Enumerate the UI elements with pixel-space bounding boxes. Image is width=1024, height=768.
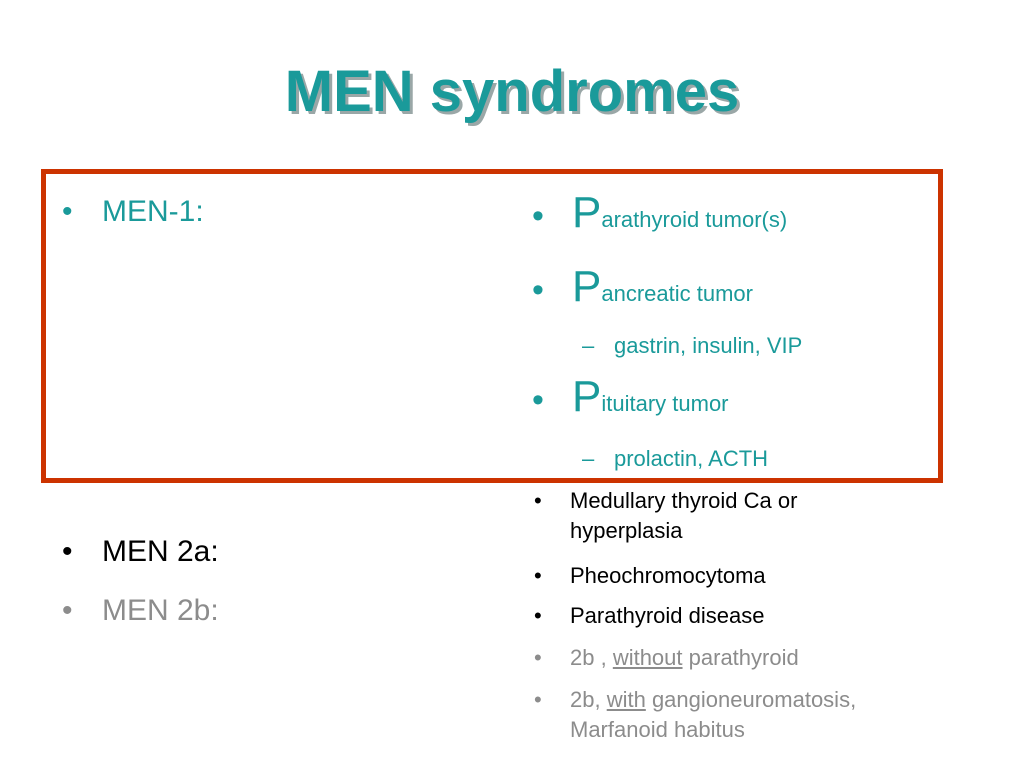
men2-item-medullary <box>534 486 954 546</box>
item-emphasis: with <box>606 687 646 712</box>
men2b-item-with <box>534 685 954 745</box>
bullet: • <box>534 488 542 513</box>
subitem-text: gastrin, insulin, VIP <box>614 333 803 358</box>
dash: – <box>582 333 595 358</box>
men2b-label-text: MEN 2b: <box>102 594 219 627</box>
item-prefix: 2b , <box>570 645 613 670</box>
item-text <box>570 685 950 745</box>
men2-item-parathyroid <box>534 601 954 631</box>
bullet: • <box>534 603 542 628</box>
men2b-item-without <box>534 643 954 673</box>
men2a-label <box>62 535 219 569</box>
item-suffix: parathyroid <box>682 645 799 670</box>
subitem-text: prolactin, ACTH <box>614 446 769 471</box>
slide-title: MEN syndromes <box>284 59 740 124</box>
men2b-label <box>62 594 219 628</box>
dash: – <box>582 446 595 471</box>
bullet: • <box>62 594 73 627</box>
men2-item-pheo <box>534 561 954 591</box>
men1-label-text: MEN-1: <box>102 195 204 228</box>
item-text: Medullary thyroid Ca or hyperplasia <box>570 488 798 543</box>
item-initial: P <box>572 262 602 311</box>
bullet: • <box>62 195 73 228</box>
item-text: ituitary tumor <box>601 391 729 416</box>
bullet: • <box>532 271 544 309</box>
bullet: • <box>534 563 542 588</box>
item-initial: P <box>572 188 602 237</box>
men1-subitem-pituitary <box>582 446 768 472</box>
item-text <box>570 643 954 673</box>
item-initial: P <box>572 372 602 421</box>
men1-item-pancreatic <box>532 262 753 312</box>
men1-subitem-pancreatic <box>582 333 802 359</box>
men2a-label-text: MEN 2a: <box>102 535 219 568</box>
bullet: • <box>532 381 544 419</box>
item-suffix: gangioneuromatosis, Marfanoid habitus <box>570 687 857 742</box>
item-emphasis: without <box>612 645 683 670</box>
bullet: • <box>534 645 542 670</box>
item-text: arathyroid tumor(s) <box>601 207 788 232</box>
men1-item-parathyroid <box>532 188 787 238</box>
item-text: Pheochromocytoma <box>570 563 766 588</box>
men1-label <box>62 195 204 229</box>
item-text: Parathyroid disease <box>570 603 765 628</box>
bullet: • <box>534 687 542 712</box>
bullet: • <box>62 535 73 568</box>
item-text: ancreatic tumor <box>601 281 753 306</box>
item-prefix: 2b, <box>570 687 607 712</box>
men1-item-pituitary <box>532 372 729 422</box>
bullet: • <box>532 197 544 235</box>
